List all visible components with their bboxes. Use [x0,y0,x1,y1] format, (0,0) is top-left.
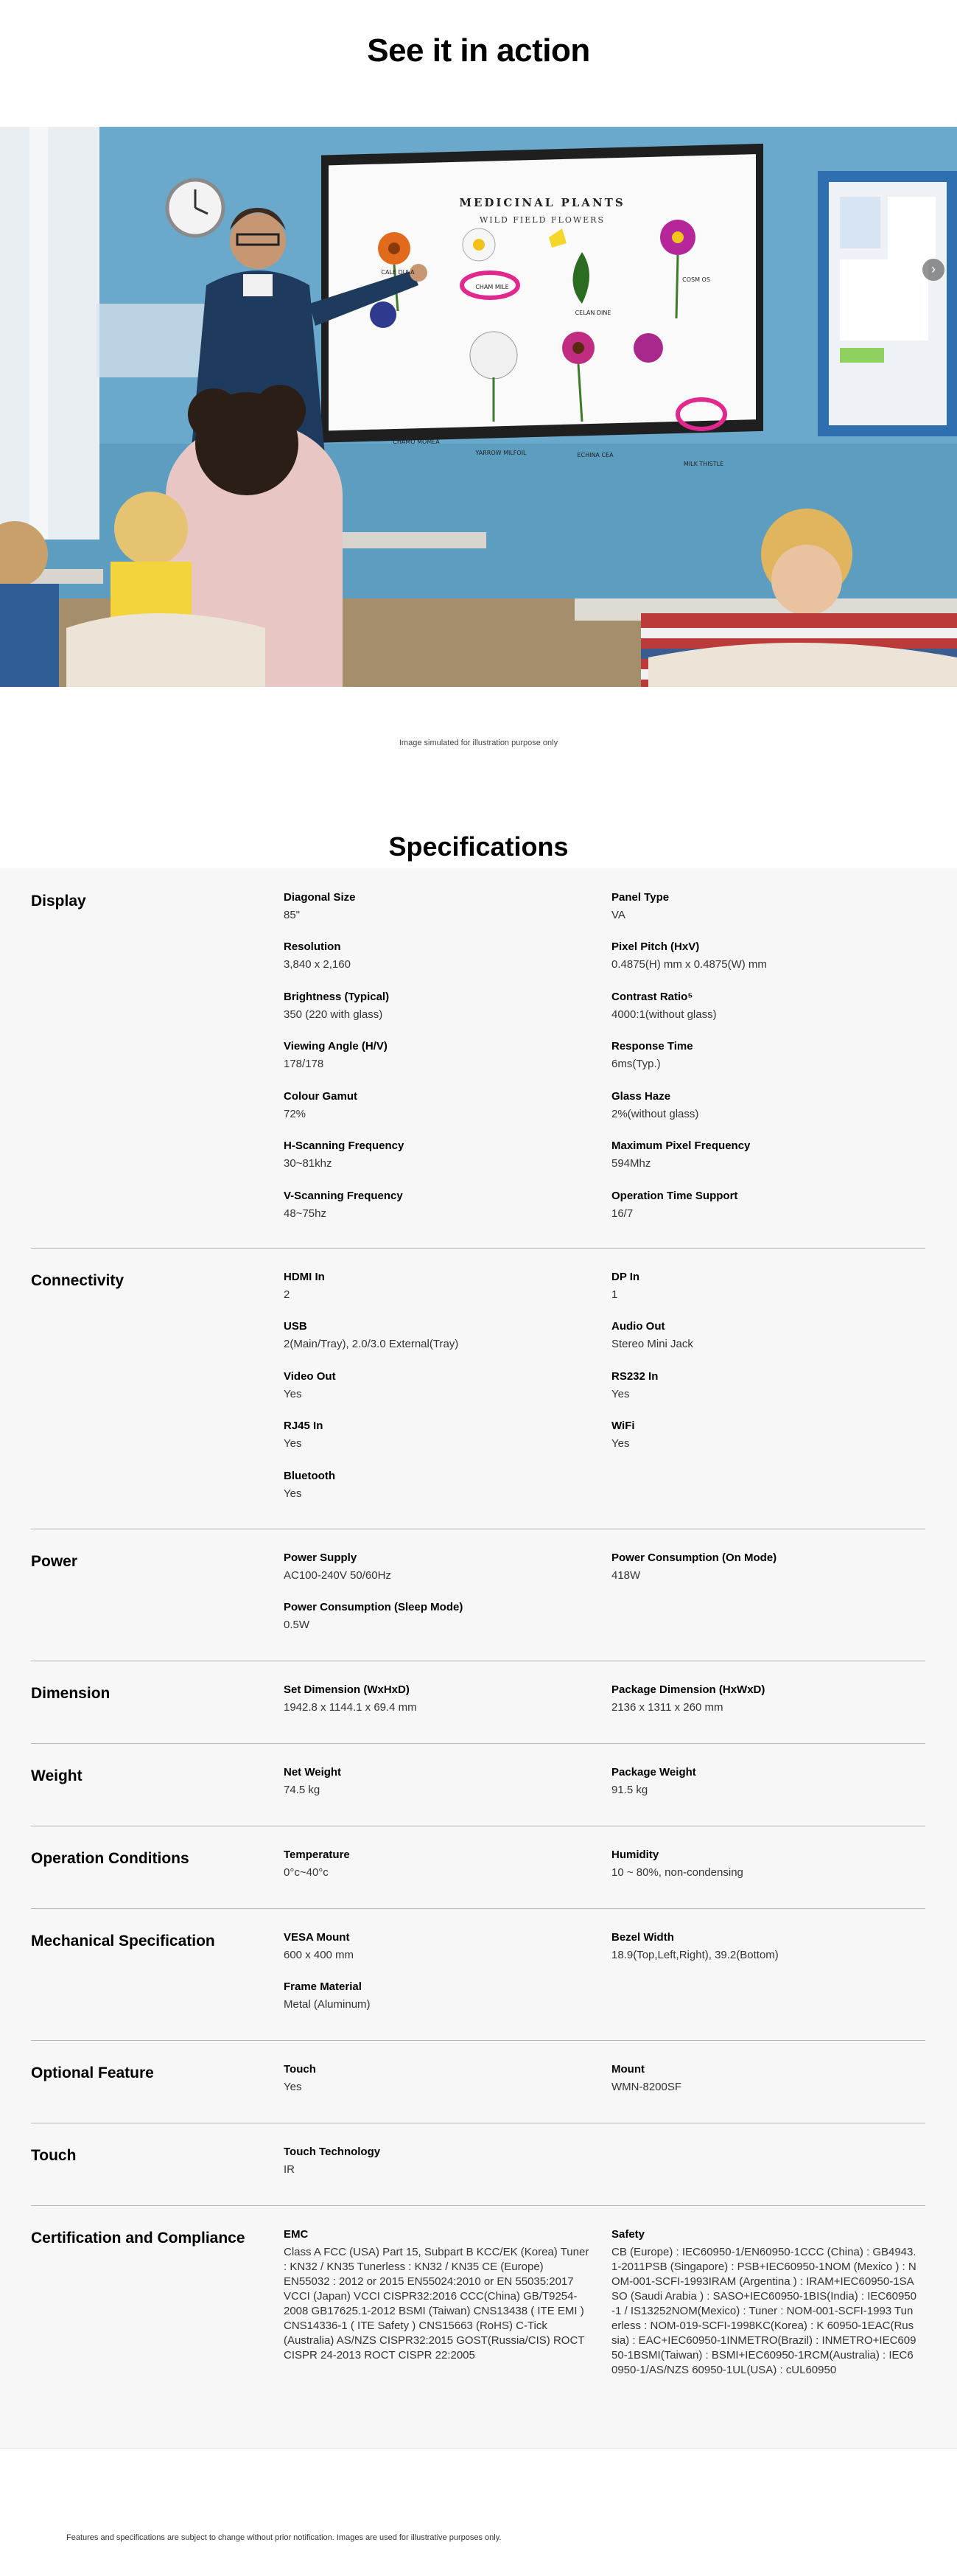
spec-item: Bezel Width 18.9(Top,Left,Right), 39.2(Bottom) [611,1931,779,1961]
spec-item: Humidity 10 ~ 80%, non-condensing [611,1849,743,1879]
spec-item: HDMI In 2 [284,1271,325,1301]
spec-section-title: Optional Feature [31,2064,154,2081]
spec-item: Net Weight 74.5 kg [284,1766,342,1796]
spec-section-weight [31,1765,925,1826]
spec-item: DP In 1 [611,1271,640,1301]
spec-item: Panel Type VA [611,891,670,921]
flower-label: ECHINA CEA [577,452,614,458]
spec-section-connectivity [31,1270,925,1529]
flower-label: CHAMO MOMEA [393,439,440,445]
spec-section-operation-conditions [31,1848,925,1909]
spec-section-title: Dimension [31,1685,111,1702]
spec-section-mechanical [31,1930,925,2041]
spec-section-display [31,890,925,1249]
flower-label: MILK THISTLE [683,461,724,467]
spec-item: RJ45 In Yes [284,1420,323,1450]
flower-label: CHAM MILE [475,284,509,290]
spec-item: Audio Out Stereo Mini Jack [611,1320,693,1350]
spec-item: RS232 In Yes [611,1370,659,1400]
spec-section-certification [31,2227,925,2434]
spec-section-title: Power [31,1553,78,1570]
spec-item: Power Consumption (Sleep Mode) 0.5W [284,1601,463,1631]
board-title: MEDICINAL PLANTS [459,196,625,209]
spec-item: Resolution 3,840 x 2,160 [284,940,351,971]
spec-item: WiFi Yes [611,1420,635,1450]
spec-item: Mount WMN-8200SF [611,2063,682,2093]
spec-item: Contrast Ratio⁵ 4000:1(without glass) [611,991,717,1021]
board-subtitle: WILD FIELD FLOWERS [479,215,606,225]
spec-item: Maximum Pixel Frequency 594Mhz [611,1139,751,1170]
spec-item: Brightness (Typical) 350 (220 with glass) [284,991,390,1021]
spec-item: Temperature 0°c~40°c [284,1849,350,1879]
spec-item: Safety CB (Europe) : IEC60950-1/EN60950-1CCC (China) : GB4943.1-2011PSB (Singapore) : PSB+IEC60950-1NOM (Mexico ) : NOM-001-SCFI-1993IRAM (Argentina ) : IRAM+IEC60950-1SASO (Saudi Arabia ) : SASO+IEC60950-1BIS(India) : IEC60950-1 / IS13252NOM(Mexico) : Tuner : NOM-001-SCFI-1993 Tunerless : NOM-019-SCFI-1998KC(Korea) : K 60950-1EAC(Russia) : EAC+IEC60950-1INMETRO(Brazil) : INMETRO+IEC60950-1BSMI(Taiwan) : BSMI+IEC60950-1RCM(Australia) : IEC60950-1/AS/NZS 60950-1UL(USA) : cUL60950 [611,2228,916,2376]
carousel-next-button[interactable] [922,259,944,281]
spec-item: Glass Haze 2%(without glass) [611,1090,699,1120]
spec-item: Diagonal Size 85" [284,891,356,921]
spec-section-title: Operation Conditions [31,1850,189,1867]
image-caption: Image simulated for illustration purpose only [399,739,558,747]
spec-item: Touch Yes [284,2063,316,2093]
spec-section-title: Connectivity [31,1272,125,1289]
flower-label: YARROW MILFOIL [475,450,527,456]
spec-item: Colour Gamut 72% [284,1090,357,1120]
spec-section-touch [31,2145,925,2206]
spec-section-title: Weight [31,1767,83,1784]
spec-item: USB 2(Main/Tray), 2.0/3.0 External(Tray) [284,1320,459,1350]
spec-item: EMC Class A FCC (USA) Part 15, Subpart B KCC/EK (Korea) Tuner : KN32 / KN35 Tunerless : KN32 / KN35 CE (Europe) EN55032 : 2012 or 2015 EN55024:2010 or EN 55035:2017 VCCI (Japan) VCCI CISPR32:2016 CCC(China) GB/T9254-2008 GB17625.1-2012 BSMI (Taiwan) CNS13438 ( ITE EMI ) CNS14336-1 ( ITE Safety ) CNS15663 (RoHS) C-Tick (Australia) AS/NZS CISPR32:2015 GOST(Russia/CIS) ROCT CISPR 24-2013 ROCT CISPR 22:2005 [284,2228,589,2362]
spec-item: H-Scanning Frequency 30~81khz [284,1139,404,1170]
footer-disclaimer: Features and specifications are subject to change without prior notification. Images are used for illustrative purposes only. [66,2533,502,2542]
spec-item: Touch Technology IR [284,2146,381,2176]
hero-image [0,127,957,687]
spec-item: VESA Mount 600 x 400 mm [284,1931,354,1961]
spec-section-title: Certification and Compliance [31,2230,245,2247]
spec-item: Bluetooth Yes [284,1470,335,1500]
spec-item: Operation Time Support 16/7 [611,1190,738,1220]
spec-item: Viewing Angle (H/V) 178/178 [284,1040,388,1070]
flower-label: CALE DULA [381,269,415,276]
spec-section-power [31,1551,925,1661]
specifications-title: Specifications [388,831,569,862]
spec-item: Set Dimension (WxHxD) 1942.8 x 1144.1 x 69.4 mm [284,1683,417,1714]
spec-item: Frame Material Metal (Aluminum) [284,1980,371,2011]
spec-item: Package Weight 91.5 kg [611,1766,696,1796]
chevron-right-icon: › [931,262,936,276]
spec-section-title: Display [31,893,86,910]
spec-item: Power Supply AC100-240V 50/60Hz [284,1551,391,1582]
divider [0,2448,957,2449]
specifications-panel [0,868,957,2449]
spec-item: Power Consumption (On Mode) 418W [611,1551,777,1582]
spec-item: V-Scanning Frequency 48~75hz [284,1190,403,1220]
spec-section-title: Touch [31,2147,77,2164]
flower-label: CELAN DINE [575,310,611,316]
spec-item: Package Dimension (HxWxD) 2136 x 1311 x 260 mm [611,1683,765,1714]
classroom-illustration [0,127,957,687]
spec-item: Pixel Pitch (HxV) 0.4875(H) mm x 0.4875(W) mm [611,940,767,971]
spec-section-dimension [31,1683,925,1744]
spec-item: Response Time 6ms(Typ.) [611,1040,693,1070]
spec-section-optional-feature [31,2062,925,2123]
section-title: See it in action [367,32,590,69]
spec-section-title: Mechanical Specification [31,1933,215,1950]
spec-item: Video Out Yes [284,1370,336,1400]
flower-label: COSM OS [682,276,710,283]
